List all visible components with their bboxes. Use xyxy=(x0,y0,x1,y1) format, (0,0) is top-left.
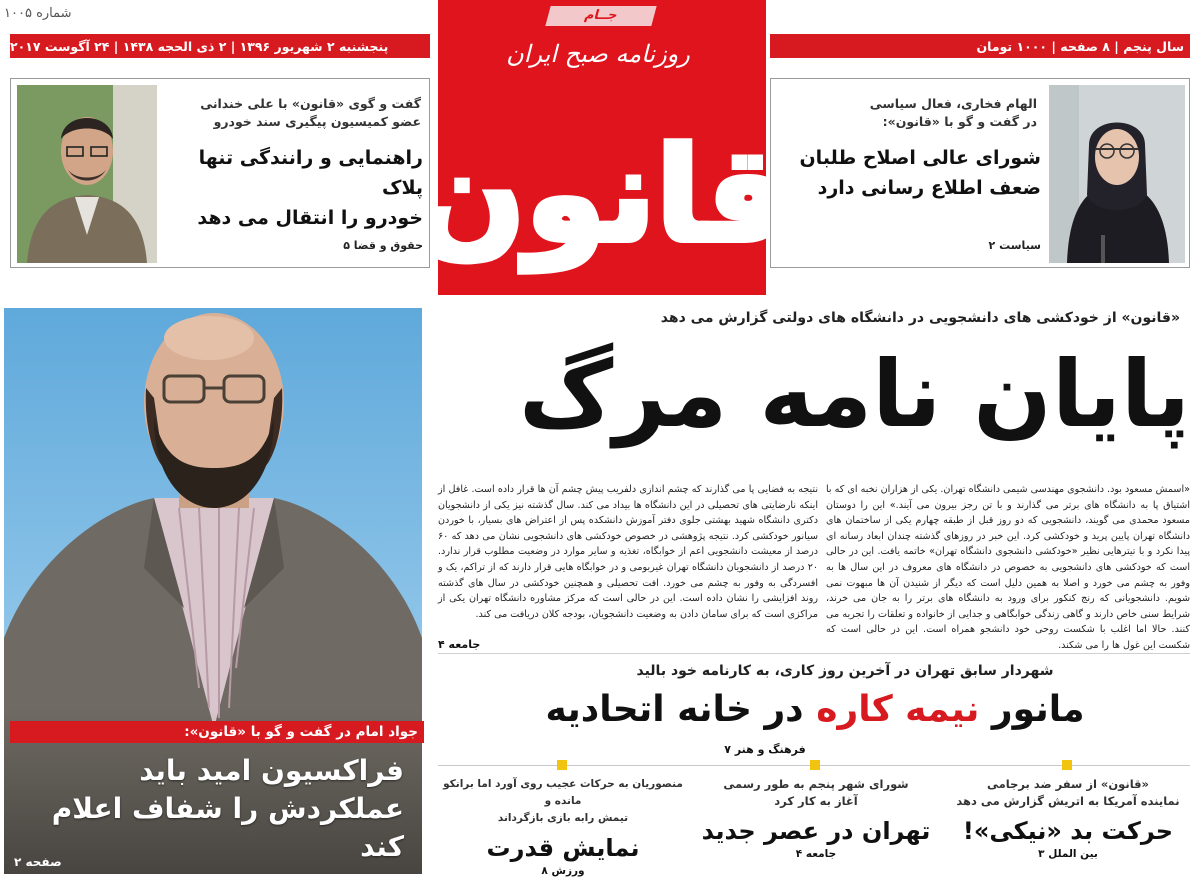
jaam-tag: جــام xyxy=(545,6,656,26)
subcol-kicker-line1: «قانون» از سفر ضد برجامی xyxy=(987,777,1149,791)
lead-photo-title[interactable] xyxy=(14,752,404,866)
main-story-ref[interactable]: جامعه ۴ xyxy=(438,638,481,651)
subcol-title[interactable]: نمایش قدرت xyxy=(486,834,640,862)
portrait-photo xyxy=(17,85,157,263)
masthead-logo-text: قانون xyxy=(414,119,790,271)
box-left-kicker-line2: عضو کمیسیون پیگیری سند خودرو xyxy=(213,114,421,129)
box-right-title[interactable] xyxy=(779,143,1041,203)
main-headline[interactable]: پایان نامه مرگ xyxy=(519,341,1190,448)
subcol-story[interactable] xyxy=(948,776,1188,860)
story2-headline-part2: در خانه اتحادیه xyxy=(545,689,804,730)
masthead-subtitle: روزنامه صبح ایران xyxy=(506,40,690,68)
subcol-story[interactable] xyxy=(440,776,686,877)
section-divider xyxy=(438,653,1190,654)
subcol-kicker-line2: نماینده آمریکا به اتریش گزارش می دهد xyxy=(956,794,1180,808)
yellow-square-icon xyxy=(810,760,820,770)
price-bar: سال پنجم | ۸ صفحه | ۱۰۰۰ تومان xyxy=(770,34,1190,58)
story2-headline-red: نیمه کاره xyxy=(816,689,980,730)
side-story-right[interactable] xyxy=(770,78,1190,268)
subcol-ref[interactable]: جامعه ۴ xyxy=(795,848,837,860)
subcol-kicker-line2: آغاز به کار کرد xyxy=(774,794,858,808)
portrait-photo xyxy=(1049,85,1185,263)
subcol-story[interactable] xyxy=(696,776,936,860)
main-body-col-2: نتیجه به فضایی پا می گذارند که چشم اندازی دلفریب پیش چشم آن ها قرار داده است. غافل از اینکه نارضایتی های تحصیلی در این دانشگاه ها بیداد می کند. سال گذشته نیز یکی از دانشجویان دکتری دانشگاه شهید بهشتی جلوی دفتر آموزش دانشکده پس از اعتراض های بسیار، با خوردن سیانور خودکشی کرد. نتیجه پژوهشی در خصوص خودکشی های دانشجویی نشان می دهد که ۶۰ درصد از معیشت دانشجویی اعم از خوابگاه، تغذیه و سایر موارد در وضعیت مطلوب قرار ندارد. ۲۰ درصد از دانشجویان دانشگاه تهران غیربومی و در خوابگاه هایی قرار دارند که از تراکم، یک و افسردگی به وفور به چشم می خورد. افت تحصیلی و همچنین خودکشی در سال های گذشته روند افزایشی را نشان داده است. این در حالی است که مرکز مشاوره دانشگاه تهران یکی از مراکزی است که برای سامان دادن به وضعیت دانشجویان، بودجه کلان دریافت می کند. xyxy=(438,484,818,620)
subcol-ref[interactable]: ورزش ۸ xyxy=(541,865,585,877)
box-left-kicker xyxy=(165,95,421,131)
box-right-title-line1: شورای عالی اصلاح طلبان xyxy=(799,147,1041,169)
date-bar: پنجشنبه ۲ شهریور ۱۳۹۶ | ۲ ذی الحجه ۱۴۳۸ | ۲۴ آگوست ۲۰۱۷ xyxy=(10,34,430,58)
yellow-square-icon xyxy=(1062,760,1072,770)
subcol-kicker-line1: منصوریان به حرکات عجیب روی آورد اما برانکو مانده و xyxy=(443,778,683,807)
box-left-title[interactable] xyxy=(161,143,423,233)
subcol-kicker-line1: شورای شهر پنجم به طور رسمی xyxy=(723,777,909,791)
box-left-title-line1: راهنمایی و رانندگی تنها پلاک xyxy=(198,147,423,199)
box-left-ref[interactable]: حقوق و قضا ۵ xyxy=(343,239,423,252)
box-right-title-line2: ضعف اطلاع رسانی دارد xyxy=(817,177,1041,199)
side-story-left[interactable] xyxy=(10,78,430,268)
portrait-icon xyxy=(17,85,157,263)
box-left-title-line2: خودرو را انتقال می دهد xyxy=(197,207,423,229)
main-kicker: «قانون» از خودکشی های دانشجویی در دانشگاه های دولتی گزارش می دهد xyxy=(660,310,1180,326)
box-right-kicker xyxy=(779,95,1037,131)
lead-photo-title-line2: عملکردش را شفاف اعلام کند xyxy=(51,792,404,863)
subcol-title[interactable]: حرکت بد «نیکی»! xyxy=(962,817,1174,845)
story2-ref[interactable]: فرهنگ و هنر ۷ xyxy=(724,743,806,756)
portrait-icon xyxy=(1049,85,1185,263)
story2-headline-part1: مانور xyxy=(991,689,1085,730)
lead-photo-caption: جواد امام در گفت و گو با «قانون»: xyxy=(10,721,424,743)
main-body-col-1: «اسمش مسعود بود. دانشجوی مهندسی شیمی دانشگاه تهران. یکی از هزاران نخبه ای که با اشتیاق پا به دانشگاه های برتر می گذارند و با تن رجز بیرون می آیند.» این را دوستان مسعود محمدی می گویند، دانشجویی که دو روز قبل از طبقه چهارم یکی از ساختمان های دانشگاه تهران پایین پرید و خودکشی کرد. این خبر در روزهای گذشته چندان ابعاد رسانه ای پیدا نکرد و با تیترهایی نظیر «خودکشی دانشجوی دانشگاه تهران» خاتمه یافت. این در حالی است که خودکشی های دانشجویی به خصوص در دانشگاه های معروف در این سال ها به وفور به چشم می خورد و اصلا به همین دلیل است که دیگر از شنیدن آن ها مبهوت نمی شویم. دانشجویانی که رنج کنکور برای ورود به دانشگاه های برتر را به جان می خرند، شرایط سنی خاص دارند و گاهی زندگی خوابگاهی و جدایی از خانواده و تعلقات را تجربه می کنند. حالا اما اغلب با شکست روحی خود دانشجو همراه است. این در حالی است که شکست این غول ها را می شکند. xyxy=(826,484,1190,651)
lead-photo-ref[interactable]: صفحه ۲ xyxy=(14,855,62,869)
lead-photo-title-line1: فراکسیون امید باید xyxy=(139,754,404,787)
story2-headline[interactable] xyxy=(440,683,1190,737)
subcol-ref[interactable]: بین الملل ۳ xyxy=(1038,848,1098,860)
subcol-title[interactable]: تهران در عصر جدید xyxy=(701,817,931,845)
masthead-logo xyxy=(414,90,790,280)
issue-number: شماره ۱۰۰۵ xyxy=(4,6,72,21)
box-right-kicker-line2: در گفت و گو با «قانون»: xyxy=(882,114,1037,129)
box-right-kicker-line1: الهام فخاری، فعال سیاسی xyxy=(869,96,1037,111)
subcol-kicker-line2: تیمش رابه بازی بازگرداند xyxy=(497,812,629,824)
masthead[interactable] xyxy=(414,0,790,295)
box-right-ref[interactable]: سیاست ۲ xyxy=(988,239,1041,252)
yellow-square-icon xyxy=(557,760,567,770)
box-left-kicker-line1: گفت و گوی «قانون» با علی خندانی xyxy=(200,96,421,111)
story2-kicker: شهردار سابق تهران در آخرین روز کاری، به کارنامه خود بالید xyxy=(636,663,1054,679)
